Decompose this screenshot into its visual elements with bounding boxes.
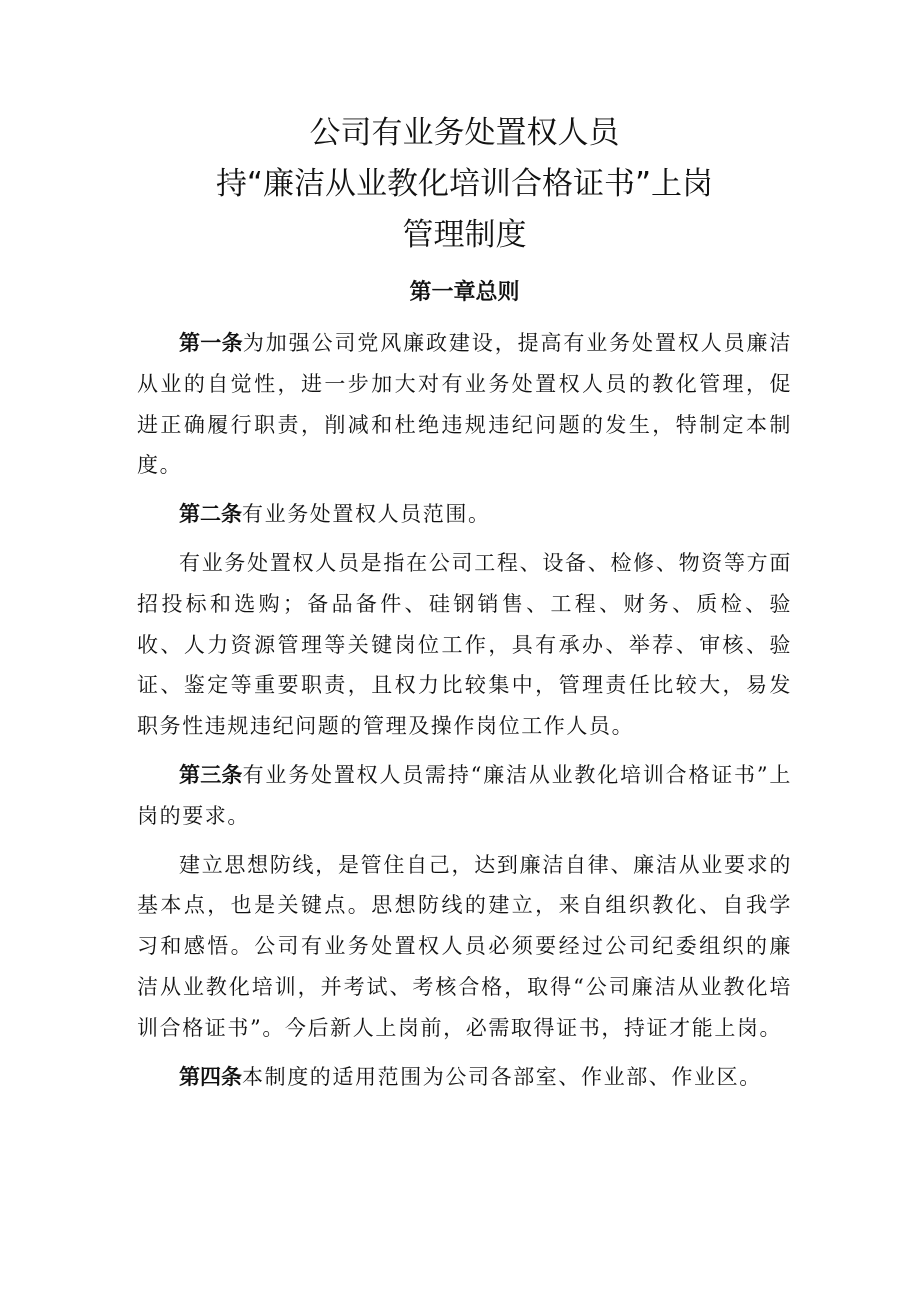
article-2 <box>137 494 792 535</box>
article-3-text: 有业务处置权人员需持“廉洁从业教化培训合格证书”上岗的要求。 <box>137 762 792 828</box>
article-1 <box>137 323 792 486</box>
document-title <box>137 108 792 261</box>
article-2-detail-text: 有业务处置权人员是指在公司工程、设备、检修、物资等方面招投标和选购；备品备件、硅钢销售、工程、财务、质检、验收、人力资源管理等关键岗位工作，具有承办、举荐、审核、验证、鉴定等重要职责，且权力比较集中，管理责任比较大，易发职务性违规违纪问题的管理及操作岗位工作人员。 <box>137 550 792 739</box>
article-2-detail <box>137 543 792 747</box>
article-3-lead: 第三条 <box>179 762 243 787</box>
article-3-detail-text: 建立思想防线，是管住自己，达到廉洁自律、廉洁从业要求的基本点，也是关键点。思想防线的建立，来自组织教化、自我学习和感悟。公司有业务处置权人员必须要经过公司纪委组织的廉洁从业教化培训，并考试、考核合格，取得“公司廉洁从业教化培训合格证书”。今后新人上岗前，必需取得证书，持证才能上岗。 <box>137 852 792 1040</box>
article-1-lead: 第一条 <box>179 331 243 355</box>
title-line-2: 持“廉洁从业教化培训合格证书”上岗 <box>215 166 714 202</box>
title-line-3: 管理制度 <box>402 217 527 253</box>
article-4-text: 本制度的适用范围为公司各部室、作业部、作业区。 <box>242 1064 762 1089</box>
article-2-lead: 第二条 <box>179 502 242 527</box>
article-4 <box>137 1057 792 1098</box>
article-1-text: 为加强公司党风廉政建设，提高有业务处置权人员廉洁从业的自觉性，进一步加大对有业务处置权人员的教化管理，促进正确履行职责，削减和杜绝违规违纪问题的发生，特制定本制度。 <box>137 331 793 478</box>
title-line-1: 公司有业务处置权人员 <box>309 115 620 151</box>
article-2-text: 有业务处置权人员范围。 <box>242 502 491 527</box>
chapter-heading: 第一章总则 <box>409 280 520 305</box>
article-3 <box>137 755 792 837</box>
article-3-detail <box>137 845 792 1049</box>
article-4-lead: 第四条 <box>179 1064 242 1089</box>
